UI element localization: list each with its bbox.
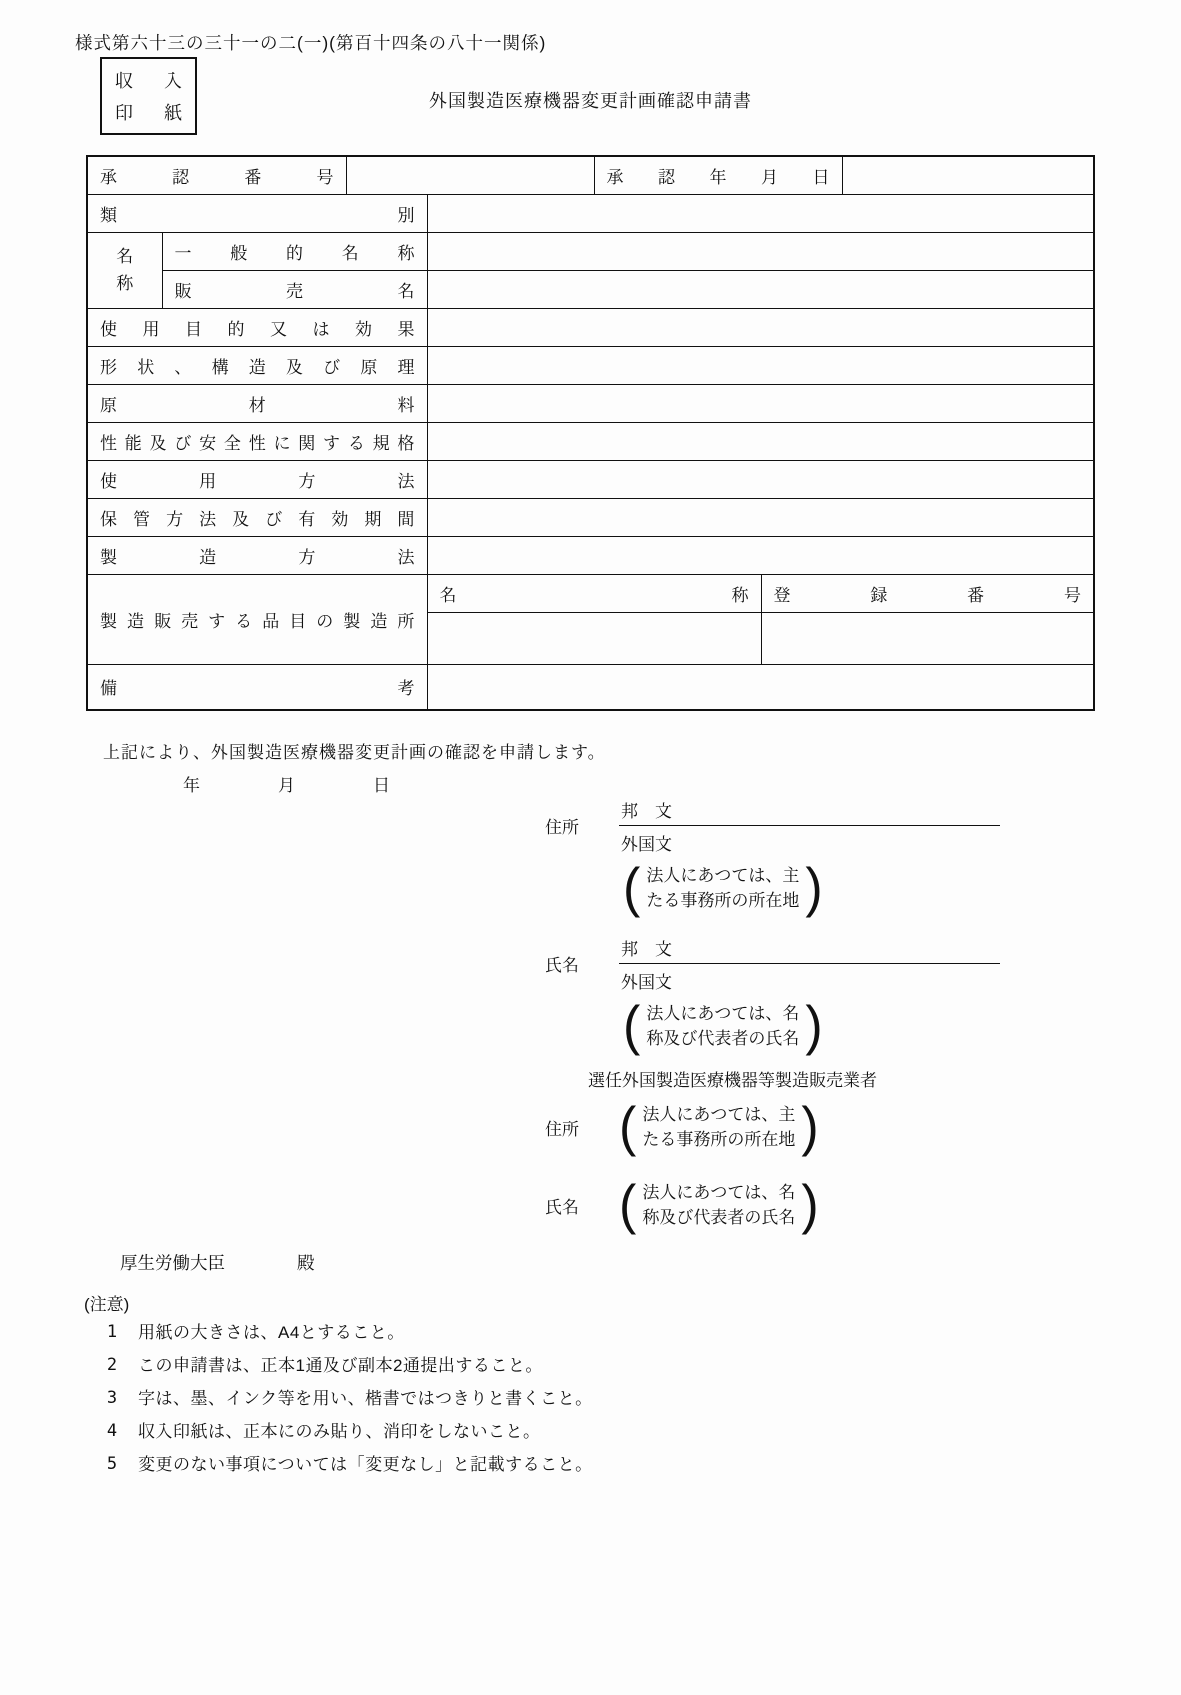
form-number: 様式第六十三の三十一の二(一)(第百十四条の八十一関係) (75, 33, 547, 53)
note-number: 3 (106, 1388, 118, 1408)
brand-name-value-cell (427, 270, 1094, 308)
applicant-address-label: 住所 (545, 818, 579, 837)
usage-label: 使 用 方 法 (100, 471, 415, 491)
japanese-text-label: 邦 文 (621, 802, 672, 821)
performance-value-cell (427, 422, 1094, 460)
applicant-address-foreign-line: 外国文 (621, 835, 672, 854)
page-title: 外国製造医療機器変更計画確認申請書 (429, 91, 752, 111)
storage-label: 保 管 方 法 及 び 有 効 期 間 (100, 509, 415, 529)
shape-value-cell (427, 346, 1094, 384)
materials-label-cell (87, 384, 427, 422)
day-label: 日 (373, 776, 390, 795)
applicant-name-block (545, 935, 1000, 1057)
storage-label-cell (87, 498, 427, 536)
category-label: 類 別 (100, 205, 415, 225)
applicant-address-note (623, 857, 823, 919)
approval-date-value-cell (842, 156, 1094, 194)
applicant-name-japanese-line (619, 935, 1000, 964)
note-text: 収入印紙は、正本にのみ貼り、消印をしないこと。 (138, 1422, 541, 1441)
table-row (87, 536, 1094, 574)
applicant-name-foreign-line: 外国文 (621, 973, 672, 992)
applicant-name-label: 氏名 (545, 956, 579, 975)
minister-line (120, 1250, 315, 1275)
note-text: この申請書は、正本1通及び副本2通提出すること。 (138, 1356, 543, 1375)
brand-name-label-cell (162, 270, 427, 308)
applicant-name-note (623, 995, 823, 1057)
notice-heading: (注意) (84, 1295, 130, 1314)
category-label-cell (87, 194, 427, 232)
note-number: 4 (106, 1421, 118, 1441)
note-line: 法人にあつては、名 (642, 1183, 796, 1202)
table-row (87, 156, 1094, 194)
agent-address-label: 住所 (545, 1119, 579, 1139)
factory-reg-value-cell (761, 612, 1094, 664)
factory-reg-header-cell (761, 574, 1094, 612)
purpose-value-cell (427, 308, 1094, 346)
manufacturing-label: 製 造 方 法 (100, 547, 415, 567)
right-paren: ) (801, 1096, 819, 1158)
note-line: 称及び代表者の氏名 (646, 1029, 800, 1048)
note-number: 2 (106, 1355, 118, 1375)
factory-label: 製 造 販 売 す る 品 目 の 製 造 所 (100, 611, 415, 631)
stamp-box-line2: 印 紙 (115, 103, 182, 123)
approval-date-label-cell (594, 156, 842, 194)
remarks-label: 備 考 (100, 679, 415, 699)
remarks-label-cell (87, 664, 427, 710)
declaration-statement: 上記により、外国製造医療機器変更計画の確認を申請します。 (103, 743, 606, 762)
table-row (87, 498, 1094, 536)
application-table (86, 155, 1095, 711)
note-line: たる事務所の所在地 (646, 891, 800, 910)
table-row (87, 270, 1094, 308)
left-paren: ( (619, 1174, 637, 1236)
list-item (104, 1454, 593, 1475)
honorific-label: 殿 (297, 1253, 315, 1273)
note-line: 法人にあつては、名 (646, 1004, 800, 1023)
storage-value-cell (427, 498, 1094, 536)
agent-address-block (545, 1096, 819, 1158)
factory-label-cell (87, 574, 427, 664)
factory-name-value-cell (427, 612, 761, 664)
table-row (87, 422, 1094, 460)
table-row (87, 346, 1094, 384)
note-number: 5 (106, 1454, 118, 1474)
left-paren: ( (623, 995, 641, 1057)
table-row (87, 232, 1094, 270)
factory-name-header: 名 称 (439, 585, 749, 605)
shape-label: 形 状 、 構 造 及 び 原 理 (100, 357, 415, 377)
table-row (87, 194, 1094, 232)
manufacturing-value-cell (427, 536, 1094, 574)
agent-name-note (619, 1174, 819, 1236)
brand-name-label: 販 売 名 (174, 281, 415, 301)
note-text: 用紙の大きさは、A4とすること。 (138, 1323, 405, 1342)
table-row (87, 308, 1094, 346)
remarks-value-cell (427, 664, 1094, 710)
japanese-text-label: 邦 文 (621, 940, 672, 959)
materials-value-cell (427, 384, 1094, 422)
usage-value-cell (427, 460, 1094, 498)
note-number: 1 (106, 1322, 118, 1342)
shape-label-cell (87, 346, 427, 384)
month-label: 月 (278, 776, 295, 795)
stamp-box-line1: 収 入 (115, 71, 182, 91)
minister-label: 厚生労働大臣 (120, 1253, 225, 1273)
purpose-label: 使 用 目 的 又 は 効 果 (100, 319, 415, 339)
materials-label: 原 材 料 (100, 395, 415, 415)
category-value-cell (427, 194, 1094, 232)
list-item (104, 1322, 593, 1343)
note-line: たる事務所の所在地 (642, 1130, 796, 1149)
generic-name-value-cell (427, 232, 1094, 270)
approval-date-label: 承 認 年 月 日 (606, 167, 830, 187)
factory-name-header-cell (427, 574, 761, 612)
notice-list (104, 1322, 593, 1487)
performance-label: 性 能 及 び 安 全 性 に 関 す る 規 格 (100, 433, 415, 453)
right-paren: ) (805, 995, 823, 1057)
note-line: 法人にあつては、主 (642, 1105, 796, 1124)
agent-name-label: 氏名 (545, 1197, 579, 1217)
list-item (104, 1421, 593, 1442)
note-text: 字は、墨、インク等を用い、楷書ではつきりと書くこと。 (138, 1389, 593, 1408)
purpose-label-cell (87, 308, 427, 346)
date-line (183, 771, 390, 796)
agent-heading: 選任外国製造医療機器等製造販売業者 (588, 1071, 877, 1090)
name-group-label: 名 称 (116, 246, 134, 293)
name-group-label-cell (87, 232, 162, 308)
usage-label-cell (87, 460, 427, 498)
note-line: 法人にあつては、主 (646, 866, 800, 885)
table-row (87, 664, 1094, 710)
agent-name-block (545, 1174, 819, 1236)
manufacturing-label-cell (87, 536, 427, 574)
table-row (87, 574, 1094, 612)
agent-address-note (619, 1096, 819, 1158)
left-paren: ( (623, 857, 641, 919)
year-label: 年 (183, 776, 200, 795)
table-row (87, 384, 1094, 422)
table-row (87, 460, 1094, 498)
left-paren: ( (619, 1096, 637, 1158)
approval-number-label-cell (87, 156, 346, 194)
right-paren: ) (805, 857, 823, 919)
applicant-address-japanese-line (619, 797, 1000, 826)
list-item (104, 1355, 593, 1376)
note-line: 称及び代表者の氏名 (642, 1208, 796, 1227)
generic-name-label: 一 般 的 名 称 (174, 243, 415, 263)
approval-number-value-cell (346, 156, 594, 194)
applicant-address-block (545, 797, 1000, 919)
factory-reg-header: 登 録 番 号 (773, 585, 1081, 605)
performance-label-cell (87, 422, 427, 460)
approval-number-label: 承 認 番 号 (100, 167, 334, 187)
note-text: 変更のない事項については「変更なし」と記載すること。 (138, 1455, 593, 1474)
list-item (104, 1388, 593, 1409)
right-paren: ) (801, 1174, 819, 1236)
generic-name-label-cell (162, 232, 427, 270)
